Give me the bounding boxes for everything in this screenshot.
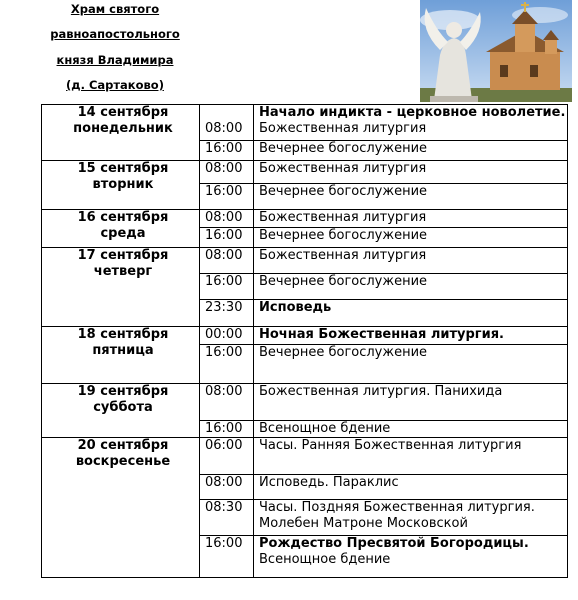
title-line-1: Храм святого [70,2,160,16]
service-text: Вечернее богослужение [259,184,428,199]
service-text: Часы. Ранняя Божественная литургия [259,438,522,453]
schedule-weekday: вторник [92,177,154,192]
schedule-date: 15 сентября [77,161,169,176]
schedule-time: 08:00 [200,248,254,274]
service-text: Исповедь. Параклис [259,475,399,490]
schedule-service [254,421,568,438]
title-line-3: князя Владимира [56,53,174,67]
schedule-time: 08:00 [200,105,254,141]
schedule-date-cell [42,438,200,578]
schedule-time: 16:00 [200,184,254,210]
schedule-date-cell [42,384,200,438]
schedule-service [254,438,568,475]
schedule-row [42,161,568,184]
schedule-row [42,248,568,274]
schedule-row [42,210,568,228]
service-text: Всенощное бдение [259,552,391,567]
schedule-time: 08:00 [200,384,254,421]
service-text: Вечернее богослужение [259,345,428,360]
schedule-date-cell [42,105,200,161]
service-text: Вечернее богослужение [259,274,428,289]
schedule-date-cell [42,327,200,384]
schedule-service [254,228,568,248]
schedule-service [254,105,568,141]
schedule-service [254,327,568,345]
service-highlight: Ночная Божественная литургия. [259,327,504,342]
schedule-time: 00:00 [200,327,254,345]
schedule-time: 16:00 [200,345,254,384]
schedule-time: 16:00 [200,141,254,161]
service-highlight: Исповедь [259,300,332,315]
schedule-date: 14 сентября [77,105,169,120]
church-photo [420,0,572,102]
schedule-service [254,500,568,536]
title-line-2: равноапостольного [50,27,180,41]
schedule-time: 06:00 [200,438,254,475]
schedule-service [254,536,568,578]
service-schedule-table [41,104,568,578]
service-text: Всенощное бдение [259,421,391,436]
schedule-service [254,210,568,228]
schedule-service [254,384,568,421]
service-text: Вечернее богослужение [259,228,428,243]
service-highlight: Рождество Пресвятой Богородицы. [259,536,529,551]
schedule-service [254,141,568,161]
schedule-time: 16:00 [200,536,254,578]
title-line-4: (д. Сартаково) [66,78,164,92]
schedule-time: 23:30 [200,300,254,327]
schedule-service [254,345,568,384]
schedule-weekday: суббота [93,400,153,415]
schedule-date-cell [42,210,200,248]
schedule-date: 17 сентября [77,248,169,263]
service-text: Вечернее богослужение [259,141,428,156]
schedule-service [254,300,568,327]
schedule-date: 19 сентября [77,384,169,399]
schedule-date-cell [42,161,200,210]
schedule-time: 08:00 [200,475,254,500]
schedule-weekday: воскресенье [75,454,171,469]
schedule-time: 16:00 [200,228,254,248]
schedule-date: 20 сентября [77,438,169,453]
schedule-time: 08:00 [200,161,254,184]
schedule-date: 16 сентября [77,210,169,225]
schedule-service [254,248,568,274]
service-text: Божественная литургия [259,161,427,176]
schedule-date-cell [42,248,200,327]
schedule-service [254,161,568,184]
schedule-time: 16:00 [200,274,254,300]
schedule-row [42,438,568,475]
schedule-time: 08:00 [200,210,254,228]
service-text: Божественная литургия [259,248,427,263]
schedule-weekday: пятница [92,343,154,358]
church-photo-icon [420,0,572,102]
service-text: Божественная литургия [259,121,427,136]
schedule-row [42,105,568,141]
service-text: Часы. Поздняя Божественная литургия. Молебен Матроне Московской [259,500,535,531]
schedule-row [42,384,568,421]
service-highlight: Начало индикта - церковное новолетие. [259,105,566,120]
schedule-weekday: четверг [93,264,153,279]
service-text: Божественная литургия [259,210,427,225]
schedule-time: 08:30 [200,500,254,536]
schedule-time: 16:00 [200,421,254,438]
schedule-service [254,184,568,210]
schedule-date: 18 сентября [77,327,169,342]
schedule-weekday: среда [100,226,146,241]
schedule-service [254,274,568,300]
schedule-weekday: понедельник [73,121,173,136]
schedule-service [254,475,568,500]
schedule-row [42,327,568,345]
service-text: Божественная литургия. Панихида [259,384,503,399]
